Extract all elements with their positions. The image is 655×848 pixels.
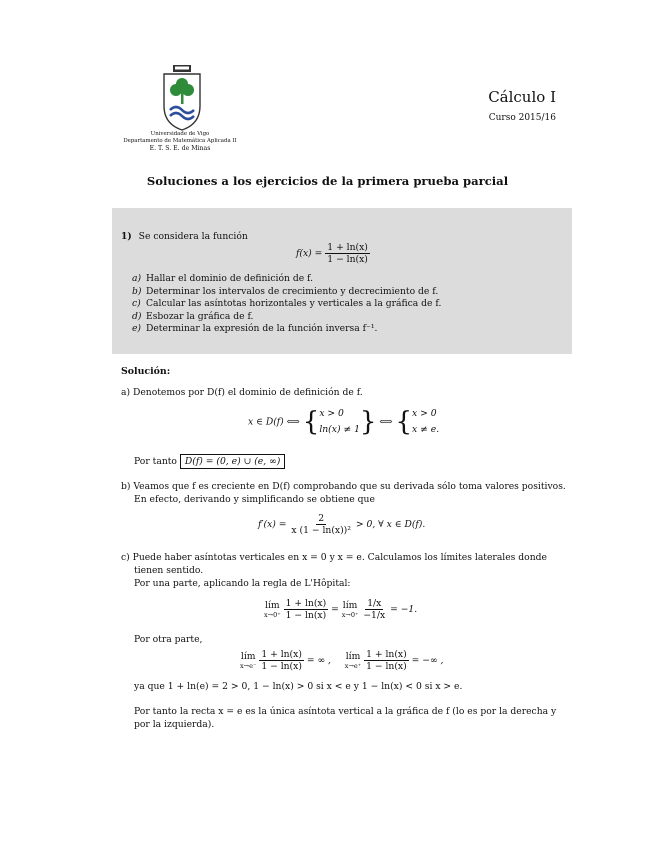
limit-at-zero: lím x→0⁺ $\frac{1 + \ln(x)}{1 - \ln(x)}$ = lím x→0⁺ $\frac{1/x}{-1/x}$ = −1. xyxy=(264,598,418,621)
problem-item: c) Calcular las asíntotas horizontales y verticales a la gráfica de f. xyxy=(132,298,442,309)
domain-cases-2: x > 0 x ≠ e. xyxy=(412,408,440,435)
problem-item: e) Determinar la expresión de la función inversa f⁻¹. xyxy=(132,323,378,334)
solution-b-line1: b) Veamos que f es creciente en D(f) comprobando que su derivada sólo toma valores positivos. xyxy=(121,481,566,492)
function-denominator: 1 − ln(x) xyxy=(327,254,368,265)
domain-result xyxy=(134,456,285,468)
solution-c-line6: Por tanto la recta x = e es la única asíntota vertical a la gráfica de f (lo es por la derecha y xyxy=(134,706,557,717)
course-year: Curso 2015/16 xyxy=(488,113,556,123)
solution-c-line2: tienen sentido. xyxy=(134,565,204,576)
solution-c-line1: c) Puede haber asíntotas verticales en x = 0 y x = e. Calculamos los límites laterales donde xyxy=(121,552,547,563)
function-definition xyxy=(296,242,370,265)
university-name: Universidade de Vigo xyxy=(150,131,210,137)
domain-cases-1: x > 0 ln(x) ≠ 1 xyxy=(319,408,360,435)
solution-heading: Solución: xyxy=(121,366,171,377)
document-title: Soluciones a los ejercicios de la primera prueba parcial xyxy=(146,174,509,188)
domain-result-prefix: Por tanto xyxy=(134,456,177,467)
department-name: Departamento de Matemática Aplicada II xyxy=(123,138,237,145)
problem-number: 1) xyxy=(121,231,132,242)
problem-item: a) Hallar el dominio de definición de f. xyxy=(132,273,314,284)
limit-fraction: $\frac{1/x}{-1/x}$ xyxy=(363,598,386,621)
problem-statement xyxy=(121,231,248,242)
limit-at-e: lím x→e⁻ $\frac{1 + \ln(x)}{1 - \ln(x)}$ = ∞ , lím x→e⁺ $\frac{1 + \ln(x)}{1 - \ln(x)}$ = −∞ , xyxy=(240,649,444,672)
function-numerator: 1 + ln(x) xyxy=(327,242,368,253)
solution-c-line5: ya que 1 + ln(e) = 2 > 0, 1 − ln(x) > 0 si x < e y 1 − ln(x) < 0 si x > e. xyxy=(134,681,463,692)
left-brace-2: { xyxy=(395,407,413,437)
solution-a-intro: a) Denotemos por D(f) el dominio de definición de f. xyxy=(121,387,363,398)
solution-c-line3: Por una parte, aplicando la regla de L'Hôpital: xyxy=(134,578,351,589)
domain-lhs: x ∈ D(f) ⟺ xyxy=(248,416,300,428)
derivative-fraction: $\frac{2}{\text{x (1 − ln(x))²}}$ xyxy=(291,513,351,536)
domain-equivalence xyxy=(248,406,439,438)
limit-fraction: $\frac{1 + \ln(x)}{1 - \ln(x)}$ xyxy=(366,649,407,672)
problem-items xyxy=(132,273,441,336)
school-name: E. T. S. E. de Minas xyxy=(149,145,211,153)
function-lhs: f(x) = xyxy=(296,248,323,259)
derivative-rhs: > 0, ∀ x ∈ D(f). xyxy=(355,519,426,530)
domain-result-boxed: D(f) = (0, e) ∪ (e, ∞) xyxy=(180,454,285,469)
limit-fraction: $\frac{1 + \ln(x)}{1 - \ln(x)}$ xyxy=(285,598,327,621)
solution-b-line2: En efecto, derivando y simplificando se obtiene que xyxy=(134,494,375,505)
limit-operator: lím x→0⁺ xyxy=(341,600,359,619)
limit-operator: lím x→e⁺ xyxy=(344,651,362,670)
solution-c-line7: por la izquierda). xyxy=(134,719,215,730)
course-title: Cálculo I xyxy=(488,88,556,106)
problem-item: d) Esbozar la gráfica de f. xyxy=(132,310,254,322)
institution-block xyxy=(100,131,260,153)
university-crest-logo xyxy=(160,64,204,132)
derivative-lhs: f′(x) = xyxy=(258,519,287,530)
solution-c-line4: Por otra parte, xyxy=(134,634,203,645)
limit-operator: lím x→e⁻ xyxy=(240,651,257,670)
limit-operator: lím x→0⁺ xyxy=(264,600,281,619)
left-brace-1: { xyxy=(302,407,320,437)
problem-item: b) Determinar los intervalos de crecimiento y decrecimiento de f. xyxy=(132,285,439,297)
problem-text: Se considera la función xyxy=(138,231,248,242)
function-fraction xyxy=(325,242,370,265)
right-brace-1: } xyxy=(359,407,377,437)
derivative-equation xyxy=(258,513,425,536)
limit-fraction: $\frac{1 + \ln(x)}{1 - \ln(x)}$ xyxy=(261,649,302,672)
iff-symbol: ⟺ xyxy=(379,416,393,428)
